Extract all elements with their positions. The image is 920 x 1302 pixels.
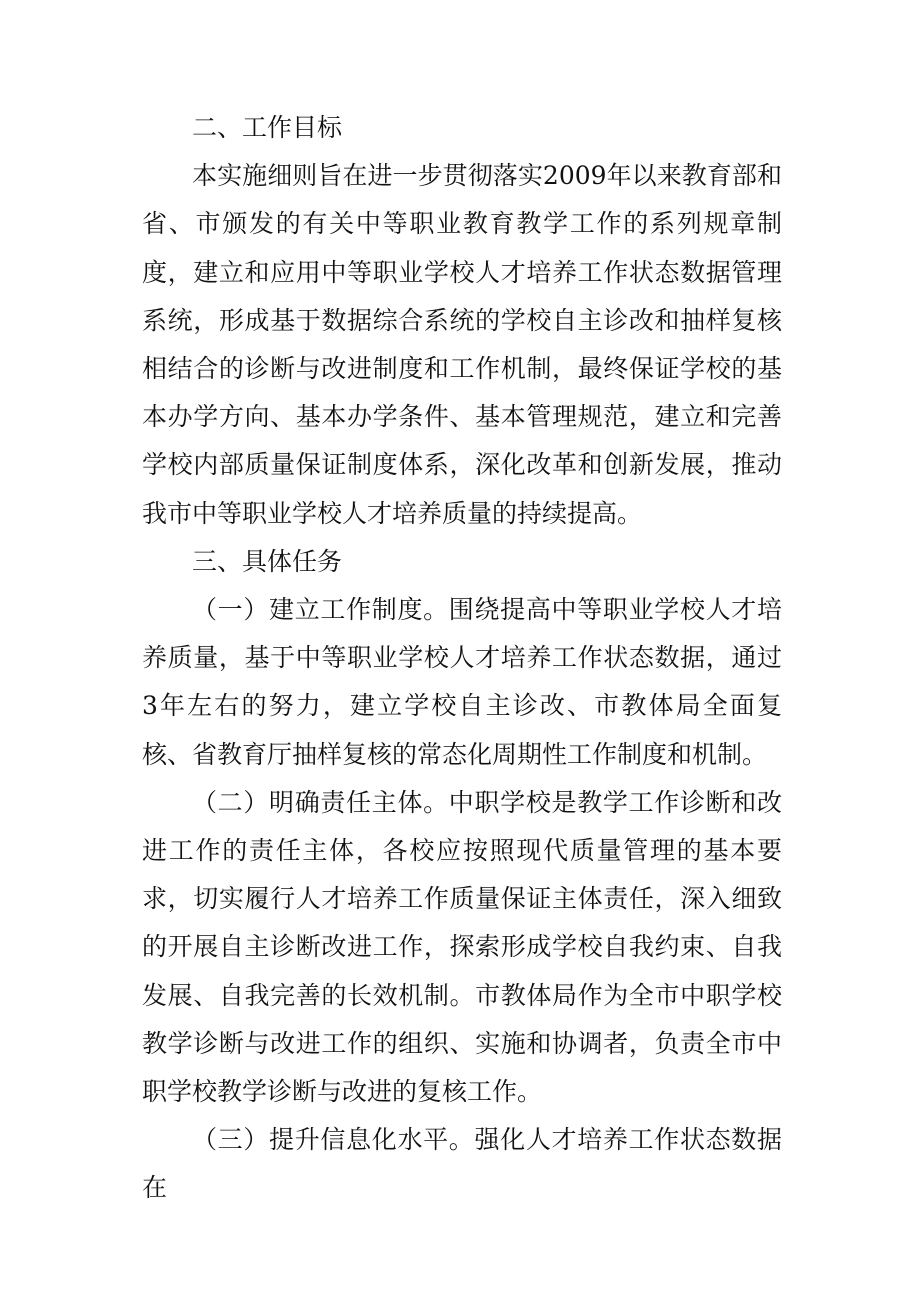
document-body [142, 104, 782, 1213]
paragraph-goals: 本实施细则旨在进一步贯彻落实2009年以来教育部和省、市颁发的有关中等职业教育教学工作的系列规章制度，建立和应用中等职业学校人才培养工作状态数据管理系统，形成基于数据综合系统的学校自主诊改和抽样复核相结合的诊断与改进制度和工作机制，最终保证学校的基本办学方向、基本办学条件、基本管理规范，建立和完善学校内部质量保证制度体系，深化改革和创新发展，推动我市中等职业学校人才培养质量的持续提高。 [142, 161, 782, 528]
paragraph-task-2: （二）明确责任主体。中职学校是教学工作诊断和改进工作的责任主体，各校应按照现代质量管理的基本要求，切实履行人才培养工作质量保证主体责任，深入细致的开展自主诊断改进工作，探索形成学校自我约束、自我发展、自我完善的长效机制。市教体局作为全市中职学校教学诊断与改进工作的组织、实施和协调者，负责全市中职学校教学诊断与改进的复核工作。 [142, 787, 782, 1107]
section-heading-tasks: 三、具体任务 [192, 546, 343, 576]
paragraph-task-1: （一）建立工作制度。围绕提高中等职业学校人才培养质量，基于中等职业学校人才培养工作状态数据，通过3年左右的努力，建立学校自主诊改、市教体局全面复核、省教育厅抽样复核的常态化周期性工作制度和机制。 [142, 595, 782, 769]
section-heading-goals: 二、工作目标 [192, 113, 343, 142]
paragraph-task-3: （三）提升信息化水平。强化人才培养工作状态数据在 [142, 1125, 782, 1203]
